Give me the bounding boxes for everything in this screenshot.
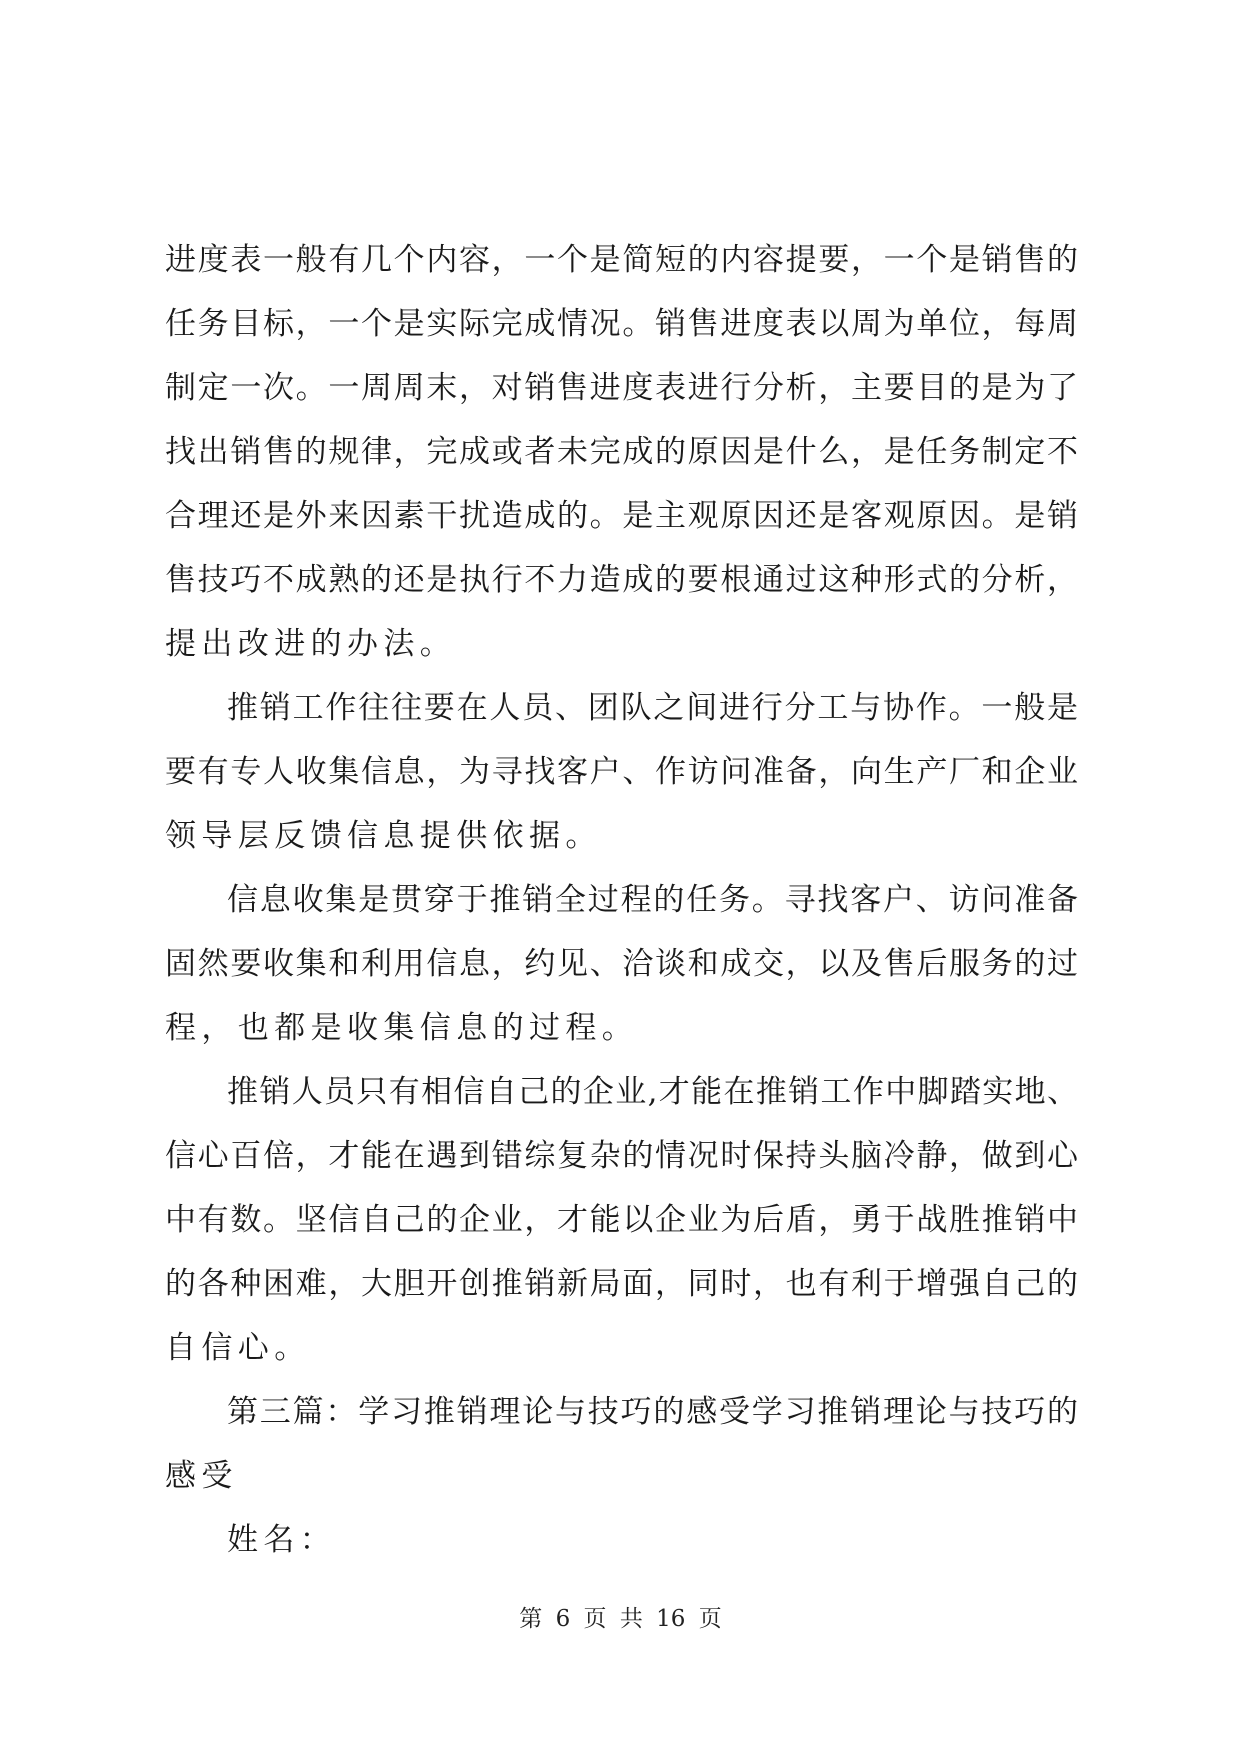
text-line: 中有数。坚信自己的企业，才能以企业为后盾，勇于战胜推销中 <box>165 1202 1078 1238</box>
document-body <box>165 228 1078 1572</box>
text-line: 信心百倍，才能在遇到错综复杂的情况时保持头脑冷静，做到心 <box>165 1138 1078 1174</box>
text-line: 制定一次。一周周末，对销售进度表进行分析，主要目的是为了 <box>165 370 1078 406</box>
text-line: 推销工作往往要在人员、团队之间进行分工与协作。一般是 <box>227 690 1078 726</box>
text-line: 任务目标，一个是实际完成情况。销售进度表以周为单位，每周 <box>165 306 1078 342</box>
text-line: 合理还是外来因素干扰造成的。是主观原因还是客观原因。是销 <box>165 498 1078 534</box>
text-line: 进度表一般有几个内容，一个是简短的内容提要，一个是销售的 <box>165 242 1078 278</box>
text-line: 信息收集是贯穿于推销全过程的任务。寻找客户、访问准备 <box>227 882 1078 918</box>
text-line: 自信心。 <box>165 1330 311 1366</box>
text-line: 找出销售的规律，完成或者未完成的原因是什么，是任务制定不 <box>165 434 1078 470</box>
paragraph-block <box>165 228 1078 1572</box>
text-line: 固然要收集和利用信息，约见、洽谈和成交，以及售后服务的过 <box>165 946 1078 982</box>
text-line: 售技巧不成熟的还是执行不力造成的要根通过这种形式的分析， <box>165 562 1078 598</box>
text-line: 要有专人收集信息，为寻找客户、作访问准备，向生产厂和企业 <box>165 754 1078 790</box>
section-heading-line: 第三篇：学习推销理论与技巧的感受学习推销理论与技巧的 <box>227 1394 1078 1430</box>
text-line: 程，也都是收集信息的过程。 <box>165 1010 639 1046</box>
section-heading-line: 感受 <box>165 1458 238 1494</box>
text-line: 的各种困难，大胆开创推销新局面，同时，也有利于增强自己的 <box>165 1266 1078 1302</box>
page-number-footer: 第 6 页 共 16 页 <box>519 1606 722 1632</box>
text-line: 推销人员只有相信自己的企业,才能在推销工作中脚踏实地、 <box>227 1074 1078 1110</box>
name-field-label: 姓名： <box>227 1522 337 1558</box>
text-line: 提出改进的办法。 <box>165 626 457 662</box>
text-line: 领导层反馈信息提供依据。 <box>165 818 602 854</box>
